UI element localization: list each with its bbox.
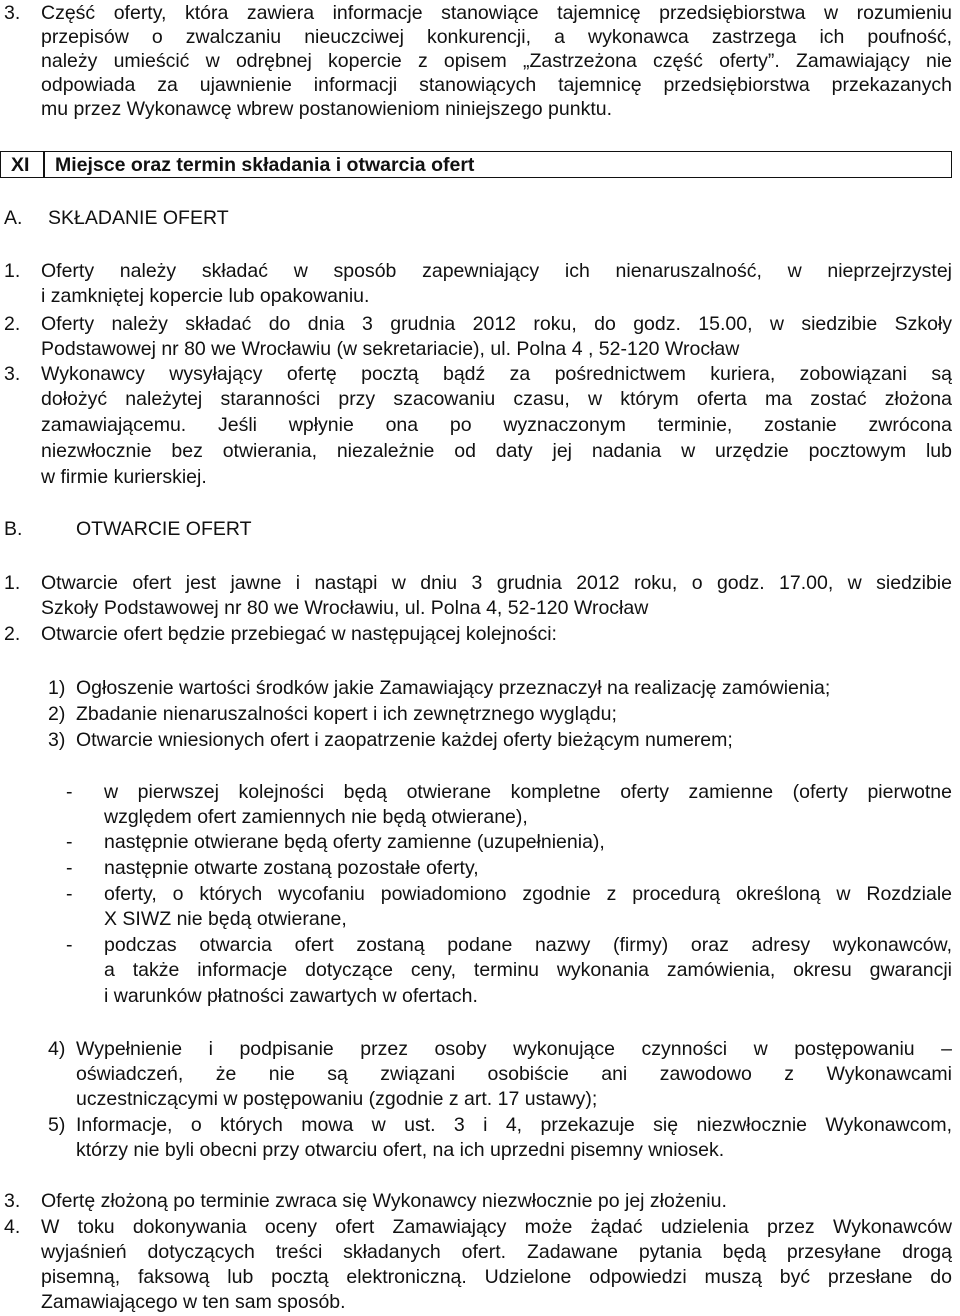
text-line: dołożyć należytej staranności przy szacowaniu czasu, w którym oferta ma zostać złożona	[41, 388, 952, 410]
text-line: przepisów o zwalczaniu nieuczciwej konkurencji, a wykonawca zastrzega ich poufność,	[41, 26, 952, 48]
subitem-number: 5)	[48, 1114, 66, 1136]
subsection-title: SKŁADANIE OFERT	[48, 207, 229, 229]
text-line: Otwarcie ofert jest jawne i nastąpi w dniu 3 grudnia 2012 roku, o godz. 17.00, w siedzibie	[41, 572, 952, 594]
text-line: Zbadanie nienaruszalności kopert i ich zewnętrznego wyglądu;	[76, 703, 617, 725]
text-line: Oferty należy składać do dnia 3 grudnia 2012 roku, do godz. 15.00, w siedzibie Szkoły	[41, 313, 952, 335]
text-line: Część oferty, która zawiera informacje stanowiące tajemnicę przedsiębiorstwa w rozumieniu	[41, 2, 952, 24]
text-line: w firmie kurierskiej.	[41, 466, 207, 488]
subsection-label: A.	[4, 207, 23, 229]
text-line: należy umieścić w odrębnej kopercie z opisem „Zastrzeżona część oferty”. Zamawiający nie	[41, 50, 952, 72]
text-line: X SIWZ nie będą otwierane,	[104, 908, 347, 930]
text-line: niezwłocznie bez otwierania, niezależnie od daty jej nadania w urzędzie pocztowym lub	[41, 440, 952, 462]
subsection-title: OTWARCIE OFERT	[76, 518, 252, 540]
text-line: Podstawowej nr 80 we Wrocławiu (w sekretariacie), ul. Polna 4 , 52-120 Wrocław	[41, 338, 740, 360]
dash-marker: -	[66, 934, 73, 956]
dash-marker: -	[66, 883, 73, 905]
text-line: Informacje, o których mowa w ust. 3 i 4, przekazuje się niezwłocznie Wykonawcom,	[76, 1114, 952, 1136]
section-title: Miejsce oraz termin składania i otwarcia ofert	[55, 154, 475, 176]
text-line: Wypełnienie i podpisanie przez osoby wykonujące czynności w postępowaniu –	[76, 1038, 952, 1060]
text-line: zamawiającemu. Jeśli wpłynie ona po wyznaczonym terminie, zostanie zwrócona	[41, 414, 952, 436]
text-line: Szkoły Podstawowej nr 80 we Wrocławiu, ul. Polna 4, 52-120 Wrocław	[41, 597, 649, 619]
text-line: Otwarcie ofert będzie przebiegać w następującej kolejności:	[41, 623, 557, 645]
paragraph-number: 3.	[4, 2, 21, 24]
text-line: i warunków płatności zawartych w ofertach.	[104, 985, 478, 1007]
text-line: Otwarcie wniesionych ofert i zaopatrzenie każdej oferty bieżącym numerem;	[76, 729, 733, 751]
text-line: podczas otwarcia ofert zostaną podane nazwy (firmy) oraz adresy wykonawców,	[104, 934, 952, 956]
text-line: i zamkniętej kopercie lub opakowaniu.	[41, 285, 370, 307]
text-line: odpowiada za ujawnienie informacji stanowiących tajemnicę przedsiębiorstwa przekazanych	[41, 74, 952, 96]
text-line: w pierwszej kolejności będą otwierane kompletne oferty zamienne (oferty pierwotne	[104, 781, 952, 803]
text-line: następnie otwarte zostaną pozostałe oferty,	[104, 857, 479, 879]
item-number: 3.	[4, 363, 21, 385]
dash-marker: -	[66, 781, 73, 803]
item-number: 2.	[4, 623, 21, 645]
dash-marker: -	[66, 857, 73, 879]
text-line: oferty, o których wycofaniu powiadomiono zgodnie z procedurą określoną w Rozdziale	[104, 883, 952, 905]
item-number: 3.	[4, 1190, 21, 1212]
item-number: 2.	[4, 313, 21, 335]
text-line: następnie otwierane będą oferty zamienne (uzupełnienia),	[104, 831, 605, 853]
text-line: Wykonawcy wysyłający ofertę pocztą bądź za pośrednictwem kuriera, zobowiązani są	[41, 363, 952, 385]
subitem-number: 1)	[48, 677, 66, 699]
subitem-number: 2)	[48, 703, 66, 725]
text-line: a także informacje dotyczące ceny, terminu wykonania zamówienia, okresu gwarancji	[104, 959, 952, 981]
text-line: Oferty należy składać w sposób zapewniający ich nienaruszalność, w nieprzejrzystej	[41, 260, 952, 282]
text-line: względem ofert zamiennych nie będą otwierane),	[104, 806, 528, 828]
subsection-label: B.	[4, 518, 23, 540]
item-number: 1.	[4, 572, 21, 594]
text-line: którzy nie byli obecni przy otwarciu ofert, na ich uprzedni pisemny wniosek.	[76, 1139, 725, 1161]
text-line: mu przez Wykonawcę wbrew postanowieniom niniejszego punktu.	[41, 98, 613, 120]
text-line: Ogłoszenie wartości środków jakie Zamawiający przeznaczył na realizację zamówienia;	[76, 677, 831, 699]
text-line: uczestniczącymi w postępowaniu (zgodnie z art. 17 ustawy);	[76, 1088, 598, 1110]
divider	[43, 152, 45, 177]
dash-marker: -	[66, 831, 73, 853]
subitem-number: 3)	[48, 729, 66, 751]
text-line: Ofertę złożoną po terminie zwraca się Wykonawcy niezwłocznie po jej złożeniu.	[41, 1190, 727, 1212]
text-line: W toku dokonywania oceny ofert Zamawiający może żądać udzielenia przez Wykonawców	[41, 1216, 952, 1238]
item-number: 4.	[4, 1216, 21, 1238]
text-line: pisemną, faksową lub pocztą elektroniczną. Udzielone odpowiedzi muszą być przesłane do	[41, 1266, 952, 1288]
section-number: XI	[11, 154, 30, 176]
section-header	[0, 151, 952, 178]
item-number: 1.	[4, 260, 21, 282]
text-line: oświadczeń, że nie są związani osobiście ani zawodowo z Wykonawcami	[76, 1063, 952, 1085]
text-line: Zamawiającego w ten sam sposób.	[41, 1291, 346, 1313]
subitem-number: 4)	[48, 1038, 66, 1060]
text-line: wyjaśnień dotyczących treści składanych ofert. Zadawane pytania będą przesyłane drogą	[41, 1241, 952, 1263]
